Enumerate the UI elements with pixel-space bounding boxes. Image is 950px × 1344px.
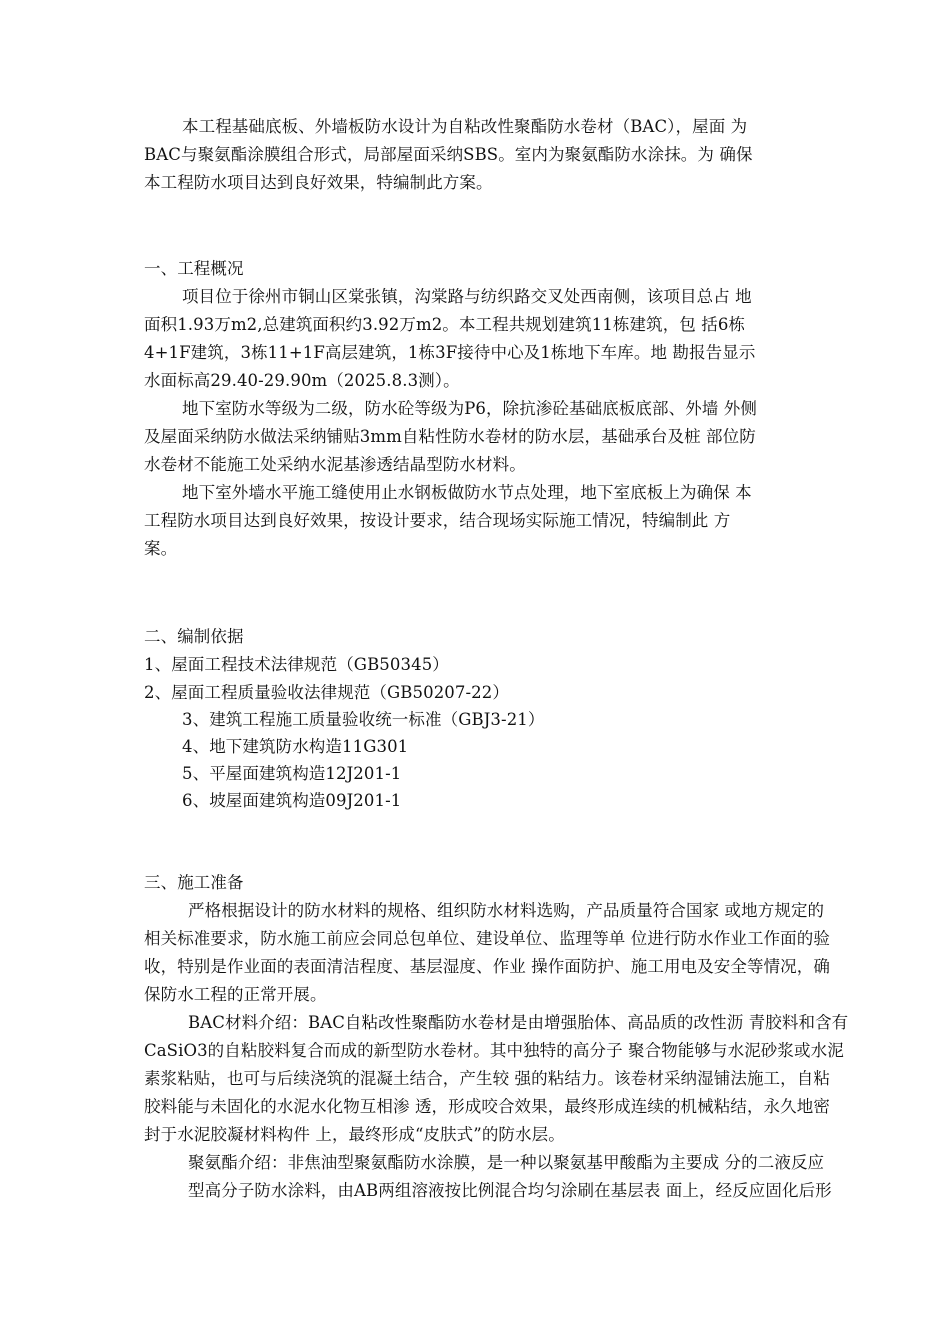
section-1-p1-line-4: 水面标高29.40-29.90m（2025.8.3测）。 bbox=[144, 371, 460, 390]
section-3-p3-line-2: 型高分子防水涂料，由AB两组溶液按比例混合均匀涂刷在基层表 面上，经反应固化后形 bbox=[188, 1181, 832, 1200]
intro-line-1: 本工程基础底板、外墙板防水设计为自粘改性聚酯防水卷材（BAC），屋面 为 bbox=[182, 117, 748, 136]
section-1-p1-line-3: 4+1F建筑，3栋11+1F高层建筑，1栋3F接待中心及1栋地下车库。地 勘报告显示 bbox=[144, 343, 756, 362]
section-3-p2-line-3: 素浆粘贴，也可与后续浇筑的混凝土结合，产生较 强的粘结力。该卷材采纳湿铺法施工，自粘 bbox=[144, 1069, 830, 1088]
section-1-heading: 一、工程概况 bbox=[144, 259, 244, 278]
reference-item-2: 2、屋面工程质量验收法律规范（GB50207-22） bbox=[144, 683, 509, 702]
section-3-p2-line-4: 胶料能与未固化的水泥水化物互相渗 透，形成咬合效果，最终形成连续的机械粘结，永久地密 bbox=[144, 1097, 830, 1116]
reference-item-6: 6、坡屋面建筑构造09J201-1 bbox=[182, 791, 402, 810]
section-3-p2-line-1: BAC材料介绍：BAC自粘改性聚酯防水卷材是由增强胎体、高品质的改性沥 青胶料和含有 bbox=[188, 1013, 849, 1032]
section-3-p2-line-2: CaSiO3的自粘胶料复合而成的新型防水卷材。其中独特的高分子 聚合物能够与水泥砂浆或水泥 bbox=[144, 1041, 844, 1060]
section-3-p1-line-1: 严格根据设计的防水材料的规格、组织防水材料选购，产品质量符合国家 或地方规定的 bbox=[188, 901, 825, 920]
section-1-p3-line-1: 地下室外墙水平施工缝使用止水钢板做防水节点处理，地下室底板上为确保 本 bbox=[182, 483, 752, 502]
section-1-p2-line-3: 水卷材不能施工处采纳水泥基渗透结晶型防水材料。 bbox=[144, 455, 526, 474]
section-3-p3-line-1: 聚氨酯介绍：非焦油型聚氨酯防水涂膜，是一种以聚氨基甲酸酯为主要成 分的二液反应 bbox=[188, 1153, 825, 1172]
section-3-p1-line-4: 保防水工程的正常开展。 bbox=[144, 985, 327, 1004]
section-3-p2-line-5: 封于水泥胶凝材料构件 上，最终形成“皮肤式”的防水层。 bbox=[144, 1125, 565, 1144]
section-1-p1-line-1: 项目位于徐州市铜山区棠张镇，沟棠路与纺织路交叉处西南侧，该项目总占 地 bbox=[182, 287, 752, 306]
section-1-p1-line-2: 面积1.93万m2,总建筑面积约3.92万m2。本工程共规划建筑11栋建筑，包 括6栋 bbox=[144, 315, 746, 334]
reference-item-1: 1、屋面工程技术法律规范（GB50345） bbox=[144, 655, 449, 674]
section-2-heading: 二、编制依据 bbox=[144, 627, 244, 646]
reference-item-5: 5、平屋面建筑构造12J201-1 bbox=[182, 764, 402, 783]
section-1-p2-line-2: 及屋面采纳防水做法采纳铺贴3mm自粘性防水卷材的防水层，基础承台及桩 部位防 bbox=[144, 427, 756, 446]
section-1-p3-line-3: 案。 bbox=[144, 539, 178, 558]
reference-item-3: 3、建筑工程施工质量验收统一标准（GBJ3-21） bbox=[182, 710, 545, 729]
intro-line-3: 本工程防水项目达到良好效果，特编制此方案。 bbox=[144, 173, 493, 192]
reference-item-4: 4、地下建筑防水构造11G301 bbox=[182, 737, 409, 756]
section-3-heading: 三、施工准备 bbox=[144, 873, 244, 892]
intro-line-2: BAC与聚氨酯涂膜组合形式，局部屋面采纳SBS。室内为聚氨酯防水涂抹。为 确保 bbox=[144, 145, 753, 164]
section-3-p1-line-3: 收，特别是作业面的表面清洁程度、基层湿度、作业 操作面防护、施工用电及安全等情况，确 bbox=[144, 957, 830, 976]
section-3-p1-line-2: 相关标准要求，防水施工前应会同总包单位、建设单位、监理等单 位进行防水作业工作面的验 bbox=[144, 929, 830, 948]
section-1-p2-line-1: 地下室防水等级为二级，防水砼等级为P6，除抗渗砼基础底板底部、外墙 外侧 bbox=[182, 399, 757, 418]
section-1-p3-line-2: 工程防水项目达到良好效果，按设计要求，结合现场实际施工情况，特编制此 方 bbox=[144, 511, 731, 530]
